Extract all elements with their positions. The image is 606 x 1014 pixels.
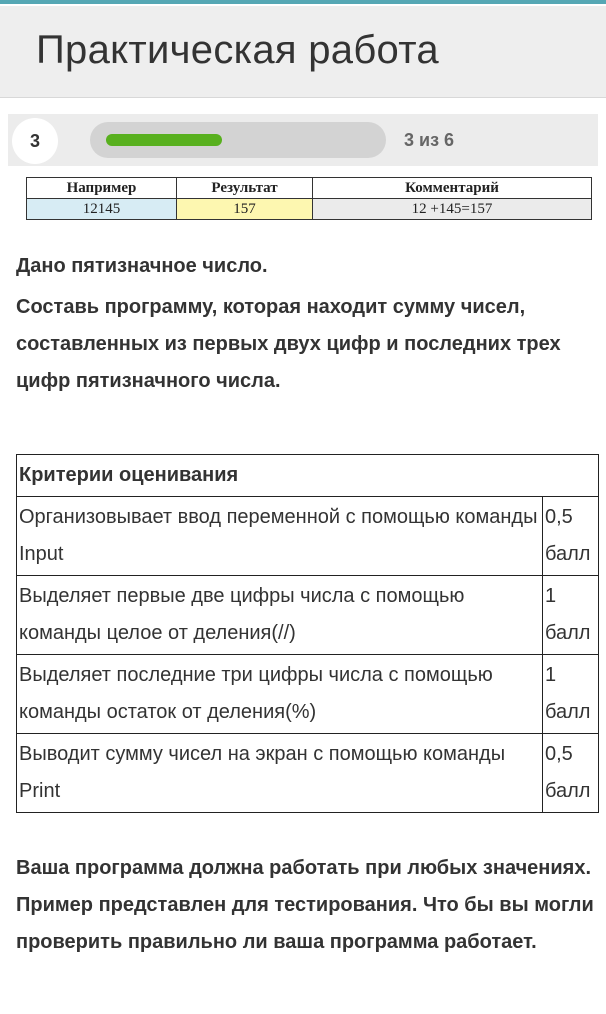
criteria-text: Организовывает ввод переменной с помощью команды Input bbox=[17, 497, 543, 576]
footer-note: Ваша программа должна работать при любых значениях. Пример представлен для тестирования. Что бы вы могли проверить правильно ли ваша программа работает. bbox=[16, 857, 594, 953]
criteria-row bbox=[17, 734, 599, 813]
task-description bbox=[16, 248, 596, 400]
example-input-value: 12145 bbox=[27, 199, 177, 220]
criteria-table bbox=[16, 454, 599, 813]
criteria-text: Выводит сумму чисел на экран с помощью команды Print bbox=[17, 734, 543, 813]
criteria-row bbox=[17, 497, 599, 576]
step-number-badge: 3 bbox=[12, 118, 58, 164]
step-counter: 3 из 6 bbox=[404, 130, 455, 150]
criteria-score: 0,5 балл bbox=[543, 734, 599, 813]
criteria-score: 1 балл bbox=[543, 576, 599, 655]
example-result-value: 157 bbox=[177, 199, 313, 220]
progress-bar-row bbox=[8, 114, 598, 166]
criteria-row bbox=[17, 655, 599, 734]
criteria-header: Критерии оценивания bbox=[17, 455, 599, 497]
criteria-text: Выделяет последние три цифры числа с помощью команды остаток от деления(%) bbox=[17, 655, 543, 734]
example-header-result: Результат bbox=[177, 178, 313, 199]
task-given: Дано пятизначное число. bbox=[16, 255, 268, 277]
task-instruction: Составь программу, которая находит сумму чисел, составленных из первых двух цифр и последних трех цифр пятизначного числа. bbox=[16, 296, 561, 392]
progress-track bbox=[90, 122, 386, 158]
criteria-score: 0,5 балл bbox=[543, 497, 599, 576]
criteria-score: 1 балл bbox=[543, 655, 599, 734]
page-title: Практическая работа bbox=[36, 28, 439, 72]
top-accent-bar bbox=[0, 0, 606, 4]
progress-fill bbox=[106, 134, 222, 146]
page-header bbox=[0, 6, 606, 98]
example-comment-value: 12 +145=157 bbox=[313, 199, 592, 220]
example-header-comment: Комментарий bbox=[313, 178, 592, 199]
example-table bbox=[26, 177, 592, 220]
example-header-example: Например bbox=[27, 178, 177, 199]
criteria-text: Выделяет первые две цифры числа с помощью команды целое от деления(//) bbox=[17, 576, 543, 655]
criteria-row bbox=[17, 576, 599, 655]
